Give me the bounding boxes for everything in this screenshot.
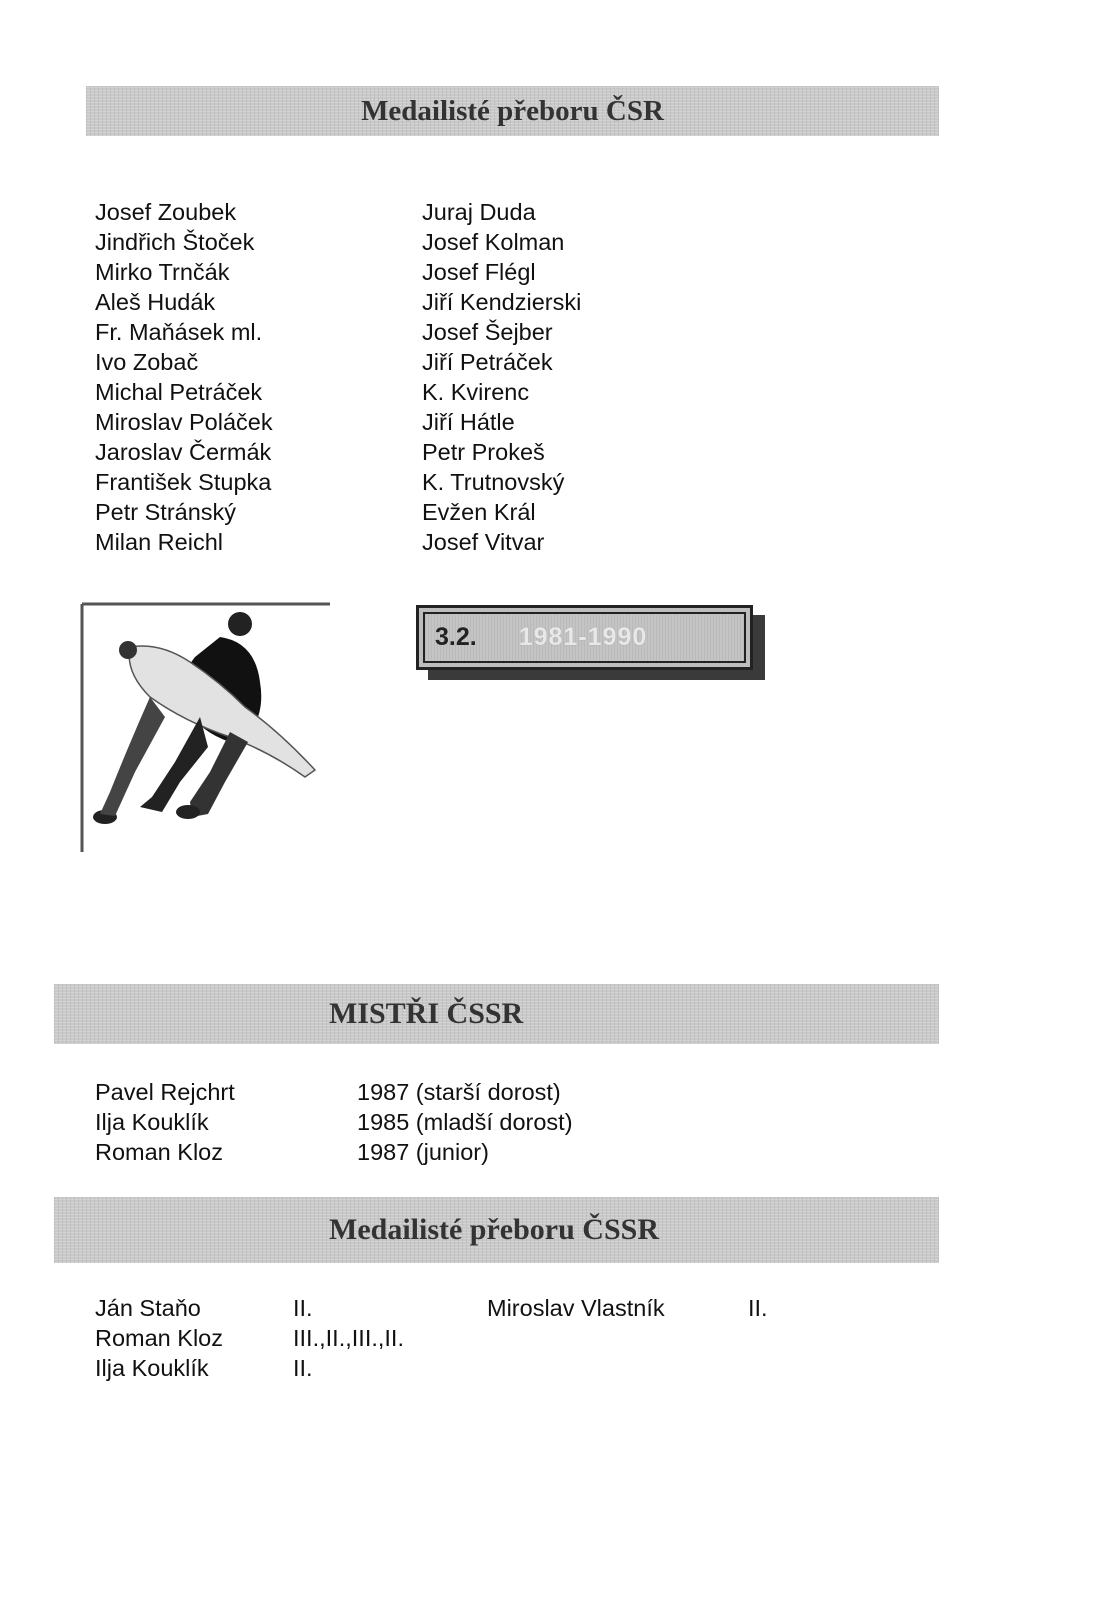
list-item: Jindřich Štoček bbox=[95, 229, 255, 255]
medalist-name: Roman Kloz bbox=[95, 1325, 223, 1351]
list-item: Aleš Hudák bbox=[95, 289, 216, 315]
medalist-place: II. bbox=[293, 1295, 313, 1321]
list-item: Jiří Hátle bbox=[422, 409, 515, 435]
list-item: Josef Zoubek bbox=[95, 199, 237, 225]
list-item: Petr Stránský bbox=[95, 499, 237, 525]
medalists-csr-heading: Medailisté přeboru ČSR bbox=[86, 86, 939, 136]
champions-heading: MISTŘI ČSSR bbox=[54, 984, 939, 1044]
section-years: 1981-1990 bbox=[518, 623, 648, 651]
list-item: Mirko Trnčák bbox=[95, 259, 230, 285]
section-marker-box bbox=[416, 605, 753, 670]
list-item: Michal Petráček bbox=[95, 379, 263, 405]
medalist-place: III.,II.,III.,II. bbox=[293, 1325, 404, 1351]
list-item: Petr Prokeš bbox=[422, 439, 545, 465]
medalists-csr-list-left bbox=[95, 197, 273, 557]
list-item: Josef Flégl bbox=[422, 259, 536, 285]
list-item: Miroslav Poláček bbox=[95, 409, 273, 435]
medalist-place: II. bbox=[293, 1355, 313, 1381]
list-item: Jiří Petráček bbox=[422, 349, 553, 375]
champion-name: Pavel Rejchrt bbox=[95, 1079, 235, 1105]
list-item: Fr. Maňásek ml. bbox=[95, 319, 263, 345]
list-item: Josef Kolman bbox=[422, 229, 565, 255]
list-item: Jiří Kendzierski bbox=[422, 289, 582, 315]
champion-name: Ilja Kouklík bbox=[95, 1109, 209, 1135]
champion-result: 1985 (mladší dorost) bbox=[357, 1109, 573, 1135]
list-item: K. Kvirenc bbox=[422, 379, 530, 405]
wrestlers-illustration-icon bbox=[80, 602, 330, 852]
section-number: 3.2. bbox=[435, 623, 477, 651]
list-item: Evžen Král bbox=[422, 499, 536, 525]
medalist-name: Ilja Kouklík bbox=[95, 1355, 209, 1381]
list-item: Josef Šejber bbox=[422, 319, 553, 345]
medalist-place: II. bbox=[748, 1295, 768, 1321]
list-item: Josef Vitvar bbox=[422, 529, 545, 555]
list-item: K. Trutnovský bbox=[422, 469, 565, 495]
medalist-name: Ján Staňo bbox=[95, 1295, 201, 1321]
list-item: Jaroslav Čermák bbox=[95, 439, 272, 465]
list-item: František Stupka bbox=[95, 469, 272, 495]
medalist-name: Miroslav Vlastník bbox=[487, 1295, 665, 1321]
medalists-csr-list-right bbox=[422, 197, 581, 557]
champion-name: Roman Kloz bbox=[95, 1139, 223, 1165]
list-item: Juraj Duda bbox=[422, 199, 536, 225]
champion-result: 1987 (junior) bbox=[357, 1139, 489, 1165]
list-item: Ivo Zobač bbox=[95, 349, 199, 375]
list-item: Milan Reichl bbox=[95, 529, 223, 555]
champion-result: 1987 (starší dorost) bbox=[357, 1079, 561, 1105]
medalists-cssr-heading: Medailisté přeboru ČSSR bbox=[54, 1197, 939, 1263]
